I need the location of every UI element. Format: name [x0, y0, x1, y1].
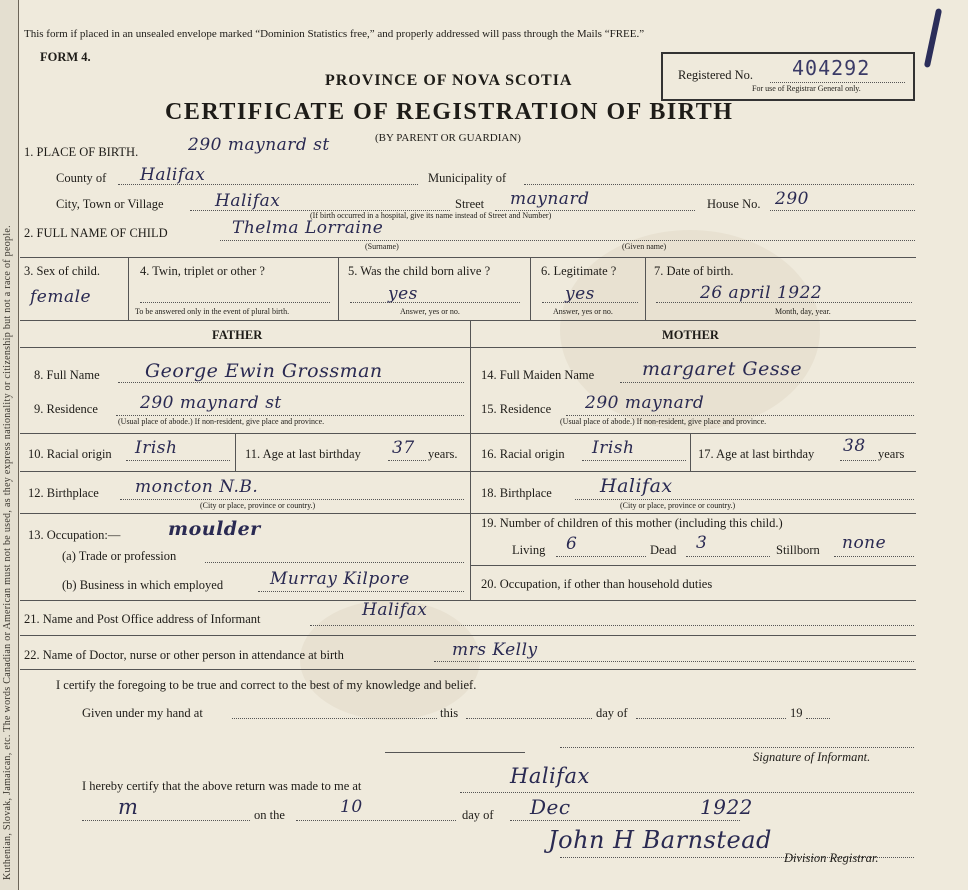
registrar-place-value: Halifax [510, 764, 590, 788]
child-name-line [220, 240, 915, 241]
mother-birthplace-line [575, 499, 914, 500]
mother-residence-note: (Usual place of abode.) If non-resident, give place and province. [560, 417, 767, 426]
trade-profession-label: (a) Trade or profession [62, 549, 177, 563]
mother-name-line [620, 382, 914, 383]
registrar-month-line [510, 820, 740, 821]
margin-note: Kuthenian, Slovak, Jamaican, etc. The words Canadian or American must not be used, as they express nationality or citizenship but not a race of people. [2, 225, 13, 880]
legitimate-note: Answer, yes or no. [553, 307, 613, 316]
legitimate-label: 6. Legitimate ? [541, 264, 617, 278]
date-of-birth-value: 26 april 1922 [700, 283, 823, 303]
rule [645, 257, 646, 320]
county-value: Halifax [140, 165, 206, 185]
registrar-year-value: 1922 [700, 795, 753, 819]
doctor-label: 22. Name of Doctor, nurse or other person in attendance at birth [24, 648, 344, 662]
mother-age-label: 17. Age at last birthday [698, 447, 815, 461]
year-prefix: 19 [790, 706, 803, 720]
trade-profession-line [205, 562, 464, 563]
father-age-line [388, 460, 426, 461]
mother-age-line [840, 460, 876, 461]
alive-note: Answer, yes or no. [400, 307, 460, 316]
rule [20, 471, 470, 472]
surname-label: (Surname) [365, 242, 399, 251]
rule [338, 257, 339, 320]
father-name-value: George Ewin Grossman [145, 360, 383, 382]
parent-guardian-note: (BY PARENT OR GUARDIAN) [375, 132, 521, 144]
father-name-label: 8. Full Name [34, 368, 100, 382]
father-birthplace-label: 12. Birthplace [28, 486, 99, 500]
form-number: FORM 4. [40, 50, 91, 64]
rule [20, 513, 470, 514]
on-the-label: on the [254, 808, 285, 822]
father-age-label: 11. Age at last birthday [245, 447, 361, 461]
month-line [636, 718, 786, 719]
registrar-day-line [296, 820, 456, 821]
father-age-unit: years. [428, 447, 458, 461]
mother-race-label: 16. Racial origin [481, 447, 565, 461]
short-rule [385, 752, 525, 753]
father-race-line [126, 460, 230, 461]
registered-line [770, 82, 905, 83]
sex-value: female [30, 287, 92, 307]
informant-signature-line [560, 747, 914, 748]
registrar-note: For use of Registrar General only. [752, 84, 861, 93]
doctor-value: mrs Kelly [452, 640, 538, 660]
legitimate-value: yes [565, 284, 595, 304]
mother-name-value: margaret Gesse [642, 358, 803, 380]
twin-line [140, 302, 330, 303]
rule [470, 513, 916, 514]
rule [530, 257, 531, 320]
house-label: House No. [707, 197, 761, 211]
rule [20, 669, 916, 670]
pen-mark [924, 8, 942, 68]
date-of-birth-note: Month, day, year. [775, 307, 831, 316]
father-name-line [118, 382, 464, 383]
mother-birthplace-note: (City or place, province or country.) [620, 501, 736, 510]
mother-residence-value: 290 maynard [585, 393, 705, 413]
mother-birthplace-label: 18. Birthplace [481, 486, 552, 500]
rule [20, 600, 916, 601]
rule [20, 257, 916, 258]
twin-label: 4. Twin, triplet or other ? [140, 264, 265, 278]
place-of-birth-value: 290 maynard st [188, 135, 330, 155]
alive-label: 5. Was the child born alive ? [348, 264, 491, 278]
division-registrar-label: Division Registrar. [784, 851, 879, 865]
informant-signature-label: Signature of Informant. [753, 750, 871, 764]
this-line [466, 718, 592, 719]
house-line [770, 210, 915, 211]
informant-value: Halifax [362, 600, 428, 620]
registrar-month-value: Dec [530, 795, 571, 819]
father-race-value: Irish [135, 438, 178, 458]
county-label: County of [56, 171, 107, 185]
informant-line [310, 625, 914, 626]
rule [470, 433, 916, 434]
rule [690, 433, 691, 471]
registrar-statement: I hereby certify that the above return was made to me at [82, 779, 362, 793]
mother-age-value: 38 [843, 436, 866, 456]
father-residence-note: (Usual place of abode.) If non-resident, give place and province. [118, 417, 325, 426]
father-age-value: 37 [392, 438, 415, 458]
business-value: Murray Kilpore [270, 569, 410, 589]
living-line [556, 556, 646, 557]
father-birthplace-note: (City or place, province or country.) [200, 501, 316, 510]
municipality-line [524, 184, 914, 185]
father-residence-line [116, 415, 464, 416]
mother-name-label: 14. Full Maiden Name [481, 368, 595, 382]
father-heading: FATHER [212, 328, 263, 342]
province-title: PROVINCE OF NOVA SCOTIA [325, 72, 573, 89]
place-of-birth-label: 1. PLACE OF BIRTH. [24, 145, 139, 159]
mother-age-unit: years [878, 447, 905, 461]
rule [20, 347, 916, 348]
mother-birthplace-value: Halifax [600, 475, 673, 497]
twin-note: To be answered only in the event of plural birth. [135, 307, 290, 316]
house-value: 290 [775, 189, 809, 209]
day-of-label: day of [596, 706, 628, 720]
father-occupation-value: moulder [168, 518, 261, 540]
rule [470, 320, 471, 600]
informant-label: 21. Name and Post Office address of Informant [24, 612, 261, 626]
father-birthplace-line [120, 499, 464, 500]
dead-value: 3 [696, 533, 708, 553]
registrar-day-value: 10 [340, 797, 363, 817]
margin-strip [0, 0, 19, 890]
rule [470, 471, 916, 472]
dead-label: Dead [650, 543, 677, 557]
rule [20, 320, 916, 321]
municipality-label: Municipality of [428, 171, 507, 185]
stillborn-value: none [842, 533, 887, 553]
rule [20, 635, 916, 636]
given-name-label: (Given name) [622, 242, 667, 251]
certify-statement: I certify the foregoing to be true and correct to the best of my knowledge and belief. [56, 678, 477, 692]
business-line [258, 591, 464, 592]
father-residence-label: 9. Residence [34, 402, 98, 416]
mother-race-value: Irish [592, 438, 635, 458]
street-value: maynard [510, 189, 590, 209]
mother-residence-label: 15. Residence [481, 402, 552, 416]
registrar-month-abbr: m [118, 795, 139, 819]
business-label: (b) Business in which employed [62, 578, 224, 592]
city-label: City, Town or Village [56, 197, 164, 211]
given-place-line [232, 718, 437, 719]
child-name-value: Thelma Lorraine [232, 218, 384, 238]
sex-label: 3. Sex of child. [24, 264, 101, 278]
mother-residence-line [566, 415, 914, 416]
date-of-birth-label: 7. Date of birth. [654, 264, 734, 278]
living-value: 6 [566, 534, 578, 554]
registrar-line [82, 820, 250, 821]
living-label: Living [512, 543, 546, 557]
rule [20, 433, 470, 434]
rule [470, 565, 916, 566]
year-line [806, 718, 830, 719]
mother-race-line [582, 460, 686, 461]
street-label: Street [455, 197, 485, 211]
hospital-note: (If birth occurred in a hospital, give its name instead of Street and Number) [310, 211, 552, 220]
city-value: Halifax [215, 191, 281, 211]
stillborn-line [834, 556, 914, 557]
father-occupation-label: 13. Occupation:— [28, 528, 121, 542]
father-residence-value: 290 maynard st [140, 393, 282, 413]
doctor-line [434, 661, 914, 662]
rule [235, 433, 236, 471]
registered-label: Registered No. [678, 68, 753, 82]
alive-value: yes [388, 284, 418, 304]
this-label: this [440, 706, 459, 720]
child-name-label: 2. FULL NAME OF CHILD [24, 226, 168, 240]
stillborn-label: Stillborn [776, 543, 820, 557]
father-race-label: 10. Racial origin [28, 447, 112, 461]
mailing-note: This form if placed in an unsealed envelope marked “Dominion Statistics free,” and properly addressed will pass through the Mails “FREE.” [24, 28, 645, 40]
given-under-hand-label: Given under my hand at [82, 706, 203, 720]
dead-line [686, 556, 770, 557]
registrar-day-of-label: day of [462, 808, 494, 822]
rule [128, 257, 129, 320]
registered-number: 404292 [792, 56, 871, 80]
father-birthplace-value: moncton N.B. [135, 477, 259, 497]
alive-line [350, 302, 520, 303]
mother-heading: MOTHER [662, 328, 719, 342]
certificate-title: CERTIFICATE OF REGISTRATION OF BIRTH [165, 99, 734, 125]
children-count-label: 19. Number of children of this mother (including this child.) [481, 516, 783, 530]
registrar-place-line [460, 792, 914, 793]
registrar-signature: John H Barnstead [548, 826, 772, 854]
mother-occupation-label: 20. Occupation, if other than household duties [481, 577, 713, 591]
